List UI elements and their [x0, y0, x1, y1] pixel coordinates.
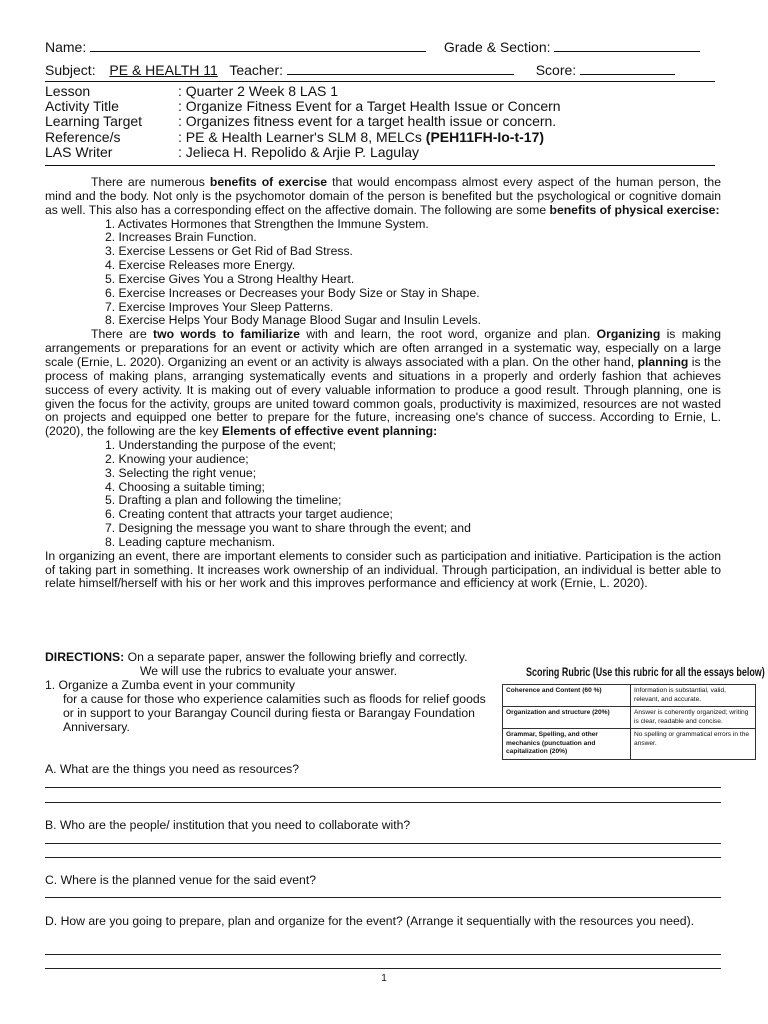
list-item: 3. Exercise Lessens or Get Rid of Bad Stress. [105, 244, 353, 259]
lesson-info [45, 84, 561, 160]
answer-line-d2[interactable] [45, 968, 721, 969]
header-rule [45, 81, 715, 82]
grade-section-label: Grade & Section: [443, 39, 551, 55]
intro-paragraph: There are numerous benefits of exercise that would encompass almost every aspect of the human person, the mind and the body. Not only is the psychomotor domain of the person is benefited but the psychological or cognitive domain as well. This also has a corresponding effect on the affective domain. The following are some benefits of physical exercise: [45, 175, 721, 217]
subject-row [45, 61, 675, 78]
subject-value: PE & HEALTH 11 [109, 62, 218, 78]
name-row [45, 38, 700, 55]
directions-label: DIRECTIONS: [45, 650, 125, 664]
answer-line-a1[interactable] [45, 787, 721, 788]
scoring-rubric-table [502, 684, 756, 760]
score-field[interactable] [580, 61, 675, 75]
name-label: Name: [45, 39, 87, 55]
list-item: 6. Creating content that attracts your target audience; [105, 507, 393, 522]
meta-activity-title: Activity Title : Organize Fitness Event for a Target Health Issue or Concern [45, 98, 561, 115]
task-title: 1. Organize a Zumba event in your community [45, 677, 295, 692]
list-item: 8. Exercise Helps Your Body Manage Blood Sugar and Insulin Levels. [105, 313, 482, 328]
directions-line2: We will use the rubrics to evaluate your answer. [140, 663, 398, 678]
answer-line-a2[interactable] [45, 802, 721, 803]
meta-lesson: Lesson : Quarter 2 Week 8 LAS 1 [45, 83, 339, 99]
list-item: 6. Exercise Increases or Decreases your Body Size or Stay in Shape. [105, 285, 480, 300]
meta-learning-target: Learning Target : Organizes fitness event for a target health issue or concern. [45, 113, 557, 130]
elements-list [45, 439, 721, 550]
answer-line-b1[interactable] [45, 843, 721, 844]
list-item: 4. Exercise Releases more Energy. [105, 258, 296, 273]
table-row: Organization and structure (20%) Answer is coherently organized; writing is clear, readable and concise. [503, 707, 756, 729]
list-item: 5. Exercise Gives You a Strong Healthy Heart. [105, 271, 355, 286]
table-row: Coherence and Content (60 %) Information is substantial, valid, relevant, and accurate. [503, 685, 756, 707]
list-item: 2. Knowing your audience; [105, 451, 249, 466]
task-body: for a cause for those who experience calamities such as floods for relief goods or in support to your Barangay Council during fiesta or Barangay Foundation Anniversary. [63, 691, 486, 734]
rubric-title: Scoring Rubric (Use this rubric for all the essays below) [526, 667, 765, 679]
directions: DIRECTIONS: On a separate paper, answer the following briefly and correctly. We will use the rubrics to evaluate your answer. 1. Organize a Zumba event in your community for a cause for those who experience calamities such as floods for relief goods or in support to your Barangay Council during fiesta or Barangay Foundation Anniversary. [45, 651, 505, 734]
subject-label: Subject: [45, 62, 96, 78]
list-item: 7. Exercise Improves Your Sleep Patterns. [105, 299, 334, 314]
benefits-list [45, 218, 721, 329]
answer-line-c1[interactable] [45, 897, 721, 898]
answer-line-b2[interactable] [45, 857, 721, 858]
planning-paragraph: There are two words to familiarize with and learn, the root word, organize and plan. Organizing is making arrangements or preparations for an event or activity which are often arranged in a systematic way, especially on a large scale (Ernie, L. 2020). Organizing an event or an activity is always associated with a plan. On the other hand, planning is the process of making plans, arranging systematically events and situations in a properly and orderly fashion that achieves success of every activity. It is making out of every valuable information to produce a good result. Through planning, one is given the focus for the activity, groups are united toward common goals, productivity is maximized, resources are not wasted on projects and equipped one better to prepare for the future, increasing one's chance of success. According to Ernie, L. (2020), the following are the key Elements of effective event planning: [45, 327, 721, 439]
participation-paragraph: In organizing an event, there are important elements to consider such as participation and initiative. Participation is the action of taking part in something. It increases work ownership of an individual. Through participation, an individual is better able to relate himself/herself with his or her work and this improves performance and efficiency at work (Ernie, L. 2020). [45, 548, 721, 591]
list-item: 7. Designing the message you want to share through the event; and [105, 521, 471, 536]
teacher-field[interactable] [287, 61, 514, 75]
grade-section-field[interactable] [554, 38, 700, 52]
meta-rule [45, 165, 715, 166]
question-b: B. Who are the people/ institution that you need to collaborate with? [45, 818, 411, 832]
name-field[interactable] [90, 38, 426, 52]
list-item: 1. Activates Hormones that Strengthen the Immune System. [105, 216, 429, 231]
question-c: C. Where is the planned venue for the said event? [45, 873, 316, 887]
list-item: 4. Choosing a suitable timing; [105, 479, 265, 494]
list-item: 3. Selecting the right venue; [105, 465, 257, 480]
list-item: 1. Understanding the purpose of the event; [105, 438, 337, 453]
list-item: 5. Drafting a plan and following the timeline; [105, 493, 342, 508]
answer-line-d1[interactable] [45, 954, 721, 955]
score-label: Score: [535, 62, 577, 78]
teacher-label: Teacher: [229, 62, 284, 78]
reading-section [45, 176, 721, 591]
table-row: Grammar, Spelling, and other mechanics (punctuation and capitalization (20%) No spelling or grammatical errors in the answer. [503, 729, 756, 760]
page-number: 1 [381, 973, 387, 984]
meta-references: Reference/s : PE & Health Learner's SLM 8, MELCs (PEH11FH-Io-t-17) [45, 128, 545, 145]
meta-las-writer: LAS Writer : Jelieca H. Repolido & Arjie P. Lagulay [45, 143, 419, 160]
list-item: 2. Increases Brain Function. [105, 230, 257, 245]
list-item: 8. Leading capture mechanism. [105, 534, 276, 549]
question-a: A. What are the things you need as resources? [45, 762, 300, 776]
question-d: D. How are you going to prepare, plan and organize for the event? (Arrange it sequentially with the resources you need). [45, 914, 695, 928]
